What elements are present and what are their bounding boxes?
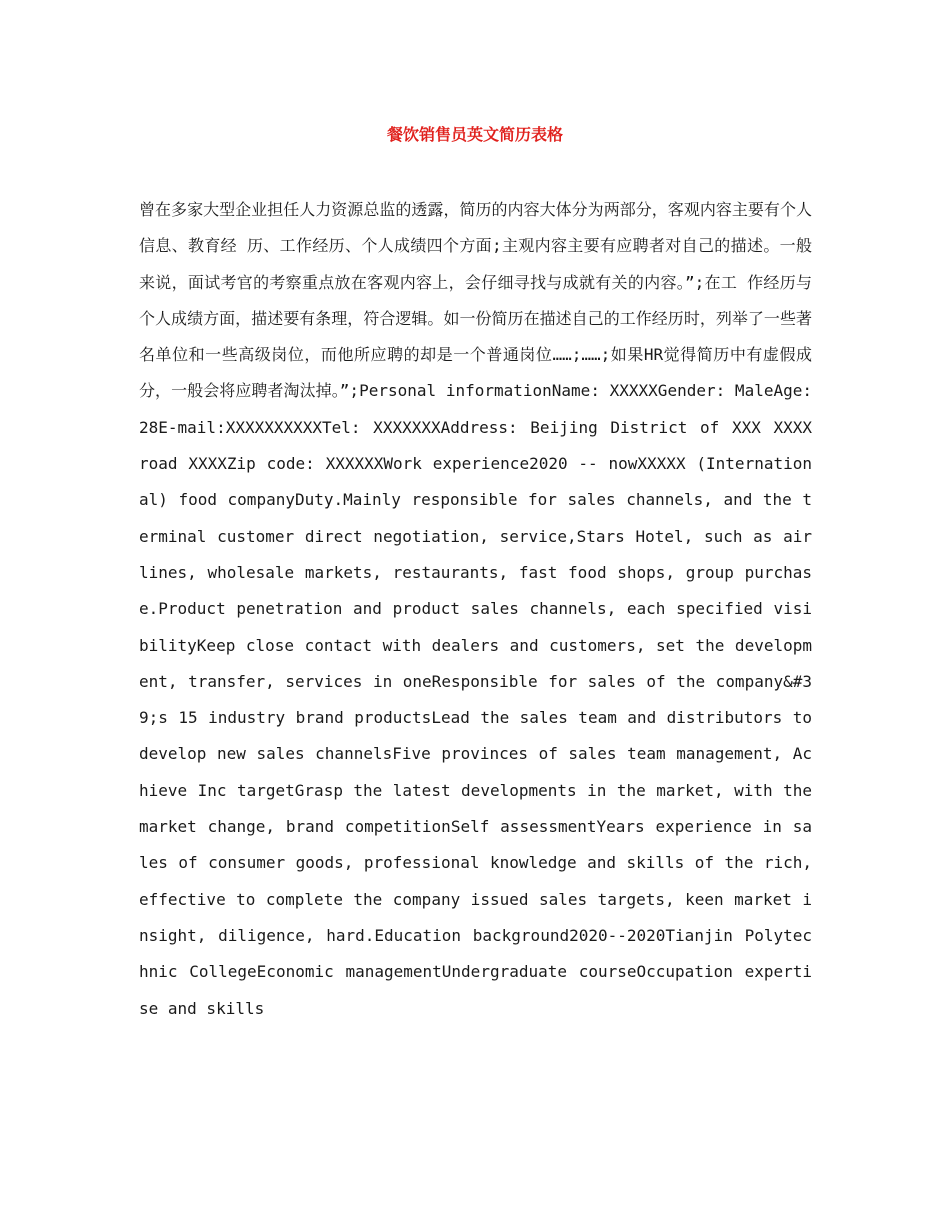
document-title: 餐饮销售员英文简历表格 bbox=[386, 125, 563, 144]
document-body: 曾在多家大型企业担任人力资源总监的透露，简历的内容大体分为两部分，客观内容主要有个人信息、教育经 历、工作经历、个人成绩四个方面;主观内容主要有应聘者对自己的描述。一般来说，面试考官的考察重点放在客观内容上，会仔细寻找与成就有关的内容。”;在工 作经历与个人成绩方面，描述要有条理，符合逻辑。如一份简历在描述自己的工作经历时，列举了一些著名单位和一些高级岗位，而他所应聘的却是一个普通岗位……;……;如果HR觉得简历中有虚假成分，一般会将应聘者淘汰掉。”;Personal informationName: XXXXXGender: MaleAge: 28E-mail:XXXXXXXXXXTel: XXXXXXXAddress: Beijing District of XXX XXXX road XXXXZip code: XXXXXXWork experience2020 -- nowXXXXX (International) food companyDuty.Mainly responsible for sales channels, and the terminal customer direct negotiation, service,Stars Hotel, such as airlines, wholesale markets, restaurants, fast food shops, group purchase.Product penetration and product sales channels, each specified visibilityKeep close contact with dealers and customers, set the development, transfer, services in oneResponsible for sales of the company&#39;s 15 industry brand productsLead the sales team and distributors to develop new sales channelsFive provinces of sales team management, Achieve Inc targetGrasp the latest developments in the market, with the market change, brand competitionSelf assessmentYears experience in sales of consumer goods, professional knowledge and skills of the rich, effective to complete the company issued sales targets, keen market insight, diligence, hard.Education background2020--2020Tianjin Polytechnic CollegeEconomic managementUndergraduate courseOccupation expertise and skills bbox=[139, 200, 812, 1018]
